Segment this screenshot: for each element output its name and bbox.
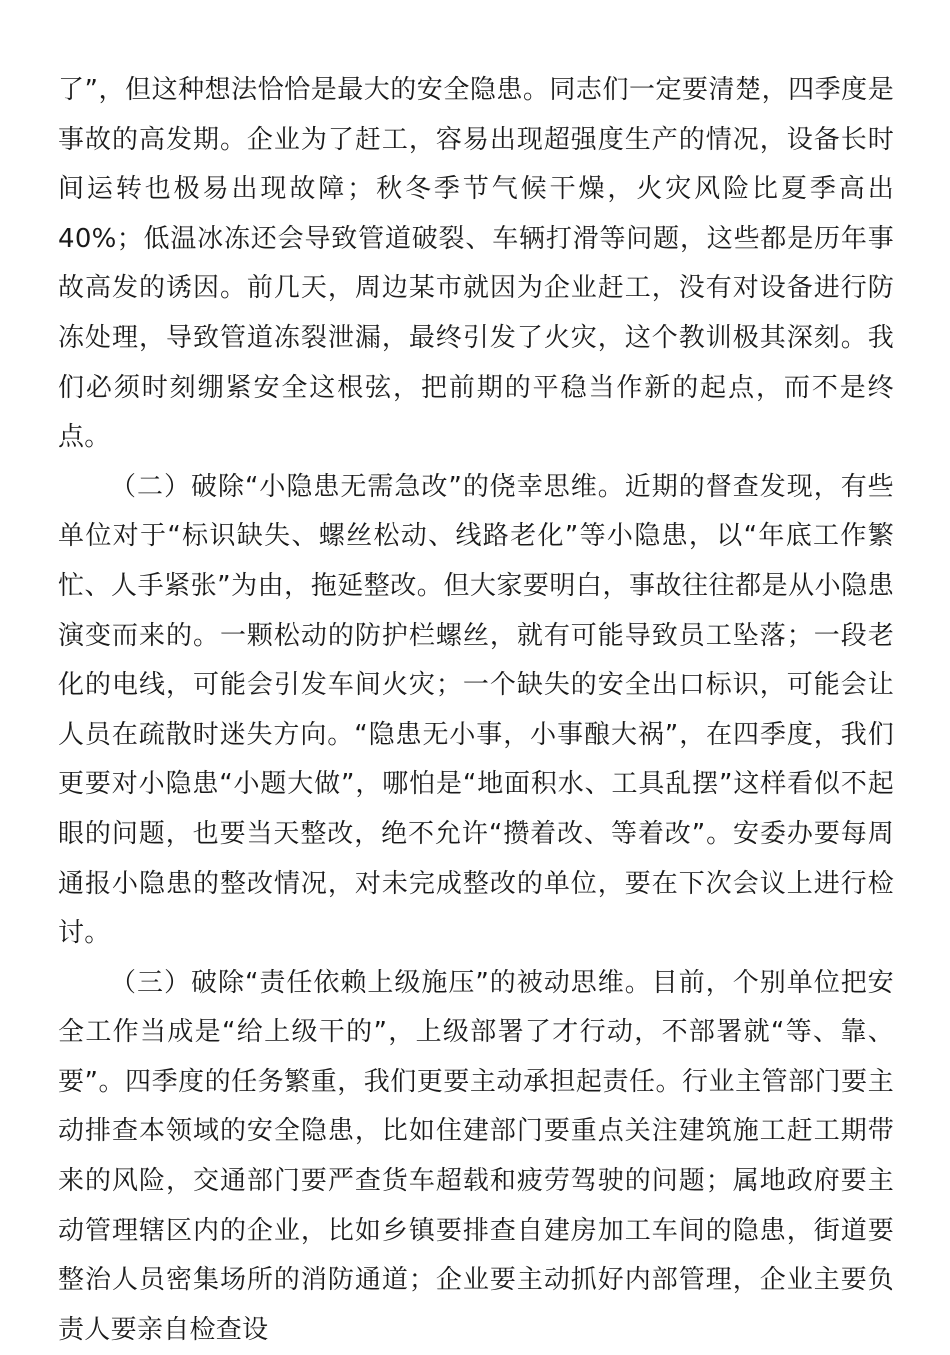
paragraph-section-2: （二）破除“小隐患无需急改”的侥幸思维。近期的督查发现，有些单位对于“标识缺失、螺丝松动、线路老化”等小隐患，以“年底工作繁忙、人手紧张”为由，拖延整改。但大家要明白，事故往往都是从小隐患演变而来的。一颗松动的防护栏螺丝，就有可能导致员工坠落；一段老化的电线，可能会引发车间火灾；一个缺失的安全出口标识，可能会让人员在疏散时迷失方向。“隐患无小事，小事酿大祸”，在四季度，我们更要对小隐患“小题大做”，哪怕是“地面积水、工具乱摆”这样看似不起眼的问题，也要当天整改，绝不允许“攒着改、等着改”。安委办要每周通报小隐患的整改情况，对未完成整改的单位，要在下次会议上进行检讨。 <box>58 471 894 949</box>
document-body <box>58 66 894 1355</box>
paragraph-section-3: （三）破除“责任依赖上级施压”的被动思维。目前，个别单位把安全工作当成是“给上级干的”，上级部署了才行动，不部署就“等、靠、要”。四季度的任务繁重，我们更要主动承担起责任。行业主管部门要主动排查本领域的安全隐患，比如住建部门要重点关注建筑施工赶工期带来的风险，交通部门要严查货车超载和疲劳驾驶的问题；属地政府要主动管理辖区内的企业，比如乡镇要排查自建房加工车间的隐患，街道要整治人员密集场所的消防通道；企业要主动抓好内部管理，企业主要负责人要亲自检查设 <box>58 967 894 1345</box>
paragraph-continuation: 了”，但这种想法恰恰是最大的安全隐患。同志们一定要清楚，四季度是事故的高发期。企业为了赶工，容易出现超强度生产的情况，设备长时间运转也极易出现故障；秋冬季节气候干燥，火灾风险比夏季高出 40%；低温冰冻还会导致管道破裂、车辆打滑等问题，这些都是历年事故高发的诱因。前几天，周边某市就因为企业赶工，没有对设备进行防冻处理，导致管道冻裂泄漏，最终引发了火灾，这个教训极其深刻。我们必须时刻绷紧安全这根弦，把前期的平稳当作新的起点，而不是终点。 <box>58 75 894 453</box>
